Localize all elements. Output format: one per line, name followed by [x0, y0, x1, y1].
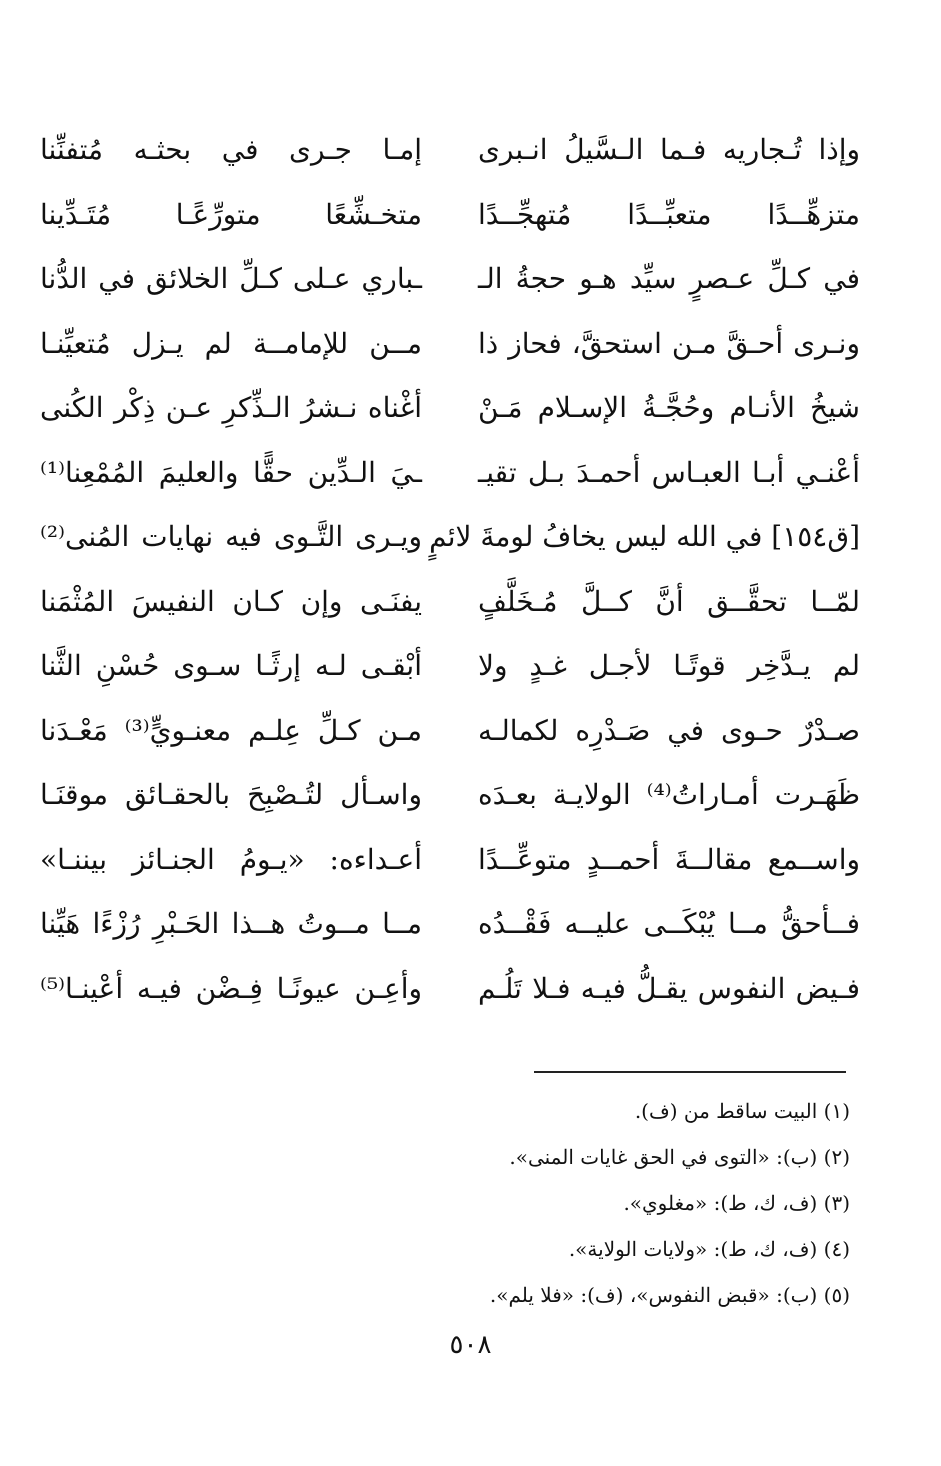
verse-second-hemistich: مــا مــوتُ هــذا الحَـبْرِ رُزْءًا هَيِّنا [40, 907, 422, 941]
verse-first-hemistich: متزهِّــدًا متعبِّــدًا مُتهجِّــدًا [478, 197, 860, 231]
verse-first-hemistich: في كـلِّ عـصرٍ سيِّد هـو حجةُ الـ [478, 262, 860, 296]
footnotes [330, 1088, 850, 1318]
verse-first-hemistich: [ق١٥٤] في الله ليس يخافُ لومةَ لائمٍ [429, 520, 860, 554]
poem-body [40, 118, 860, 1021]
footnote-item: (٣) (ف، ك، ط): «مغلوي». [623, 1191, 850, 1215]
verse-line [40, 118, 860, 183]
verse-first-hemistich: فــأحقُّ مــا يُبْكَــى عليــه فَقْــدُه [478, 907, 860, 941]
verse-first-hemistich: صـدْرٌ حـوى في صَـدْرِه لكمالـه [478, 713, 860, 747]
verse-second-hemistich: أعـداءه: «يـومُ الجنـائز بيننـا» [40, 842, 422, 876]
verse-second-hemistich: أبْقـى لـه إرثًـا سـوى حُسْنِ الثَّنا [40, 649, 422, 683]
verse-first-hemistich: لمّــا تحقَّــق أنَّ كــلَّ مُـخَلَّفٍ [478, 584, 860, 618]
verse-first-hemistich: وإذا تُـجاريه فـما الـسَّيلُ انـبرى [478, 133, 860, 167]
footnote-item: (١) البيت ساقط من (ف). [634, 1099, 850, 1123]
verse-line [40, 376, 860, 441]
verse-first-hemistich: لم يـدَّخِر قوتًـا لأجـل غـدٍ ولا [478, 649, 860, 683]
verse-second-hemistich: مـن كـلِّ عِلـم معنـويٍّ⁽³⁾ مَعْـدَنا [40, 713, 422, 747]
footnote-item: (٥) (ب): «قبض النفوس»، (ف): «فلا يلم». [489, 1283, 850, 1307]
verse-line [40, 183, 860, 248]
verse-second-hemistich: ـيَ الـدِّين حقًّا والعليمَ المُمْعِنا⁽¹⁾ [40, 455, 422, 489]
verse-second-hemistich: أغْناه نـشرُ الـذِّكرِ عـن ذِكْر الكُنى [40, 391, 422, 425]
verse-second-hemistich: ويـرى التَّـوى فيه نهايات المُنى⁽²⁾ [40, 520, 422, 554]
verse-line [40, 247, 860, 312]
verse-second-hemistich: واسـأل لتُـصْبِحَ بالحقـائق موقنَـا [40, 778, 422, 812]
footnote-item: (٤) (ف، ك، ط): «ولايات الولاية». [568, 1237, 850, 1261]
verse-second-hemistich: يفنَـى وإن كـان النفيسَ المُثْمَنا [40, 584, 422, 618]
verse-line [40, 957, 860, 1022]
verse-line [40, 312, 860, 377]
verse-line [40, 699, 860, 764]
footnote-separator [534, 1071, 846, 1073]
verse-second-hemistich: مــن للإمامــة لم يـزل مُتعيِّنـا [40, 326, 422, 360]
verse-first-hemistich: ونـرى أحـقَّ مـن استحقَّ، فحاز ذا [478, 326, 860, 360]
verse-first-hemistich: واســمع مقالــةَ أحمــدٍ متوعِّــدًا [478, 842, 860, 876]
verse-line [40, 441, 860, 506]
verse-second-hemistich: وأعِـن عيونًـا فِـضْن فيـه أعْينـا⁽⁵⁾ [40, 971, 422, 1005]
verse-line [40, 505, 860, 570]
verse-line [40, 570, 860, 635]
verse-second-hemistich: إمـا جـرى في بحثـه مُتفنِّنا [40, 133, 422, 167]
verse-line [40, 828, 860, 893]
verse-line [40, 892, 860, 957]
verse-first-hemistich: أعْنـي أبـا العبـاس أحمـدَ بـل تقيـ [478, 455, 860, 489]
verse-first-hemistich: شيخُ الأنـام وحُجَّـةُ الإسـلام مَـنْ [478, 391, 860, 425]
page-number: ٥٠٨ [449, 1330, 492, 1360]
verse-first-hemistich: ظَهَـرت أمـاراتُ⁽⁴⁾ الولايـة بعـدَه [478, 778, 860, 812]
verse-first-hemistich: فـيض النفوس يقـلُّ فيـه فـلا تَلُـم [478, 971, 860, 1005]
footnote-item: (٢) (ب): «التوى في الحق غايات المنى». [509, 1145, 850, 1169]
verse-line [40, 763, 860, 828]
verse-second-hemistich: متخـشِّعًا متورِّعًـا مُتَـدِّينا [40, 197, 422, 231]
verse-line [40, 634, 860, 699]
verse-second-hemistich: ـباري عـلى كـلِّ الخلائق في الدُّنا [40, 262, 422, 296]
